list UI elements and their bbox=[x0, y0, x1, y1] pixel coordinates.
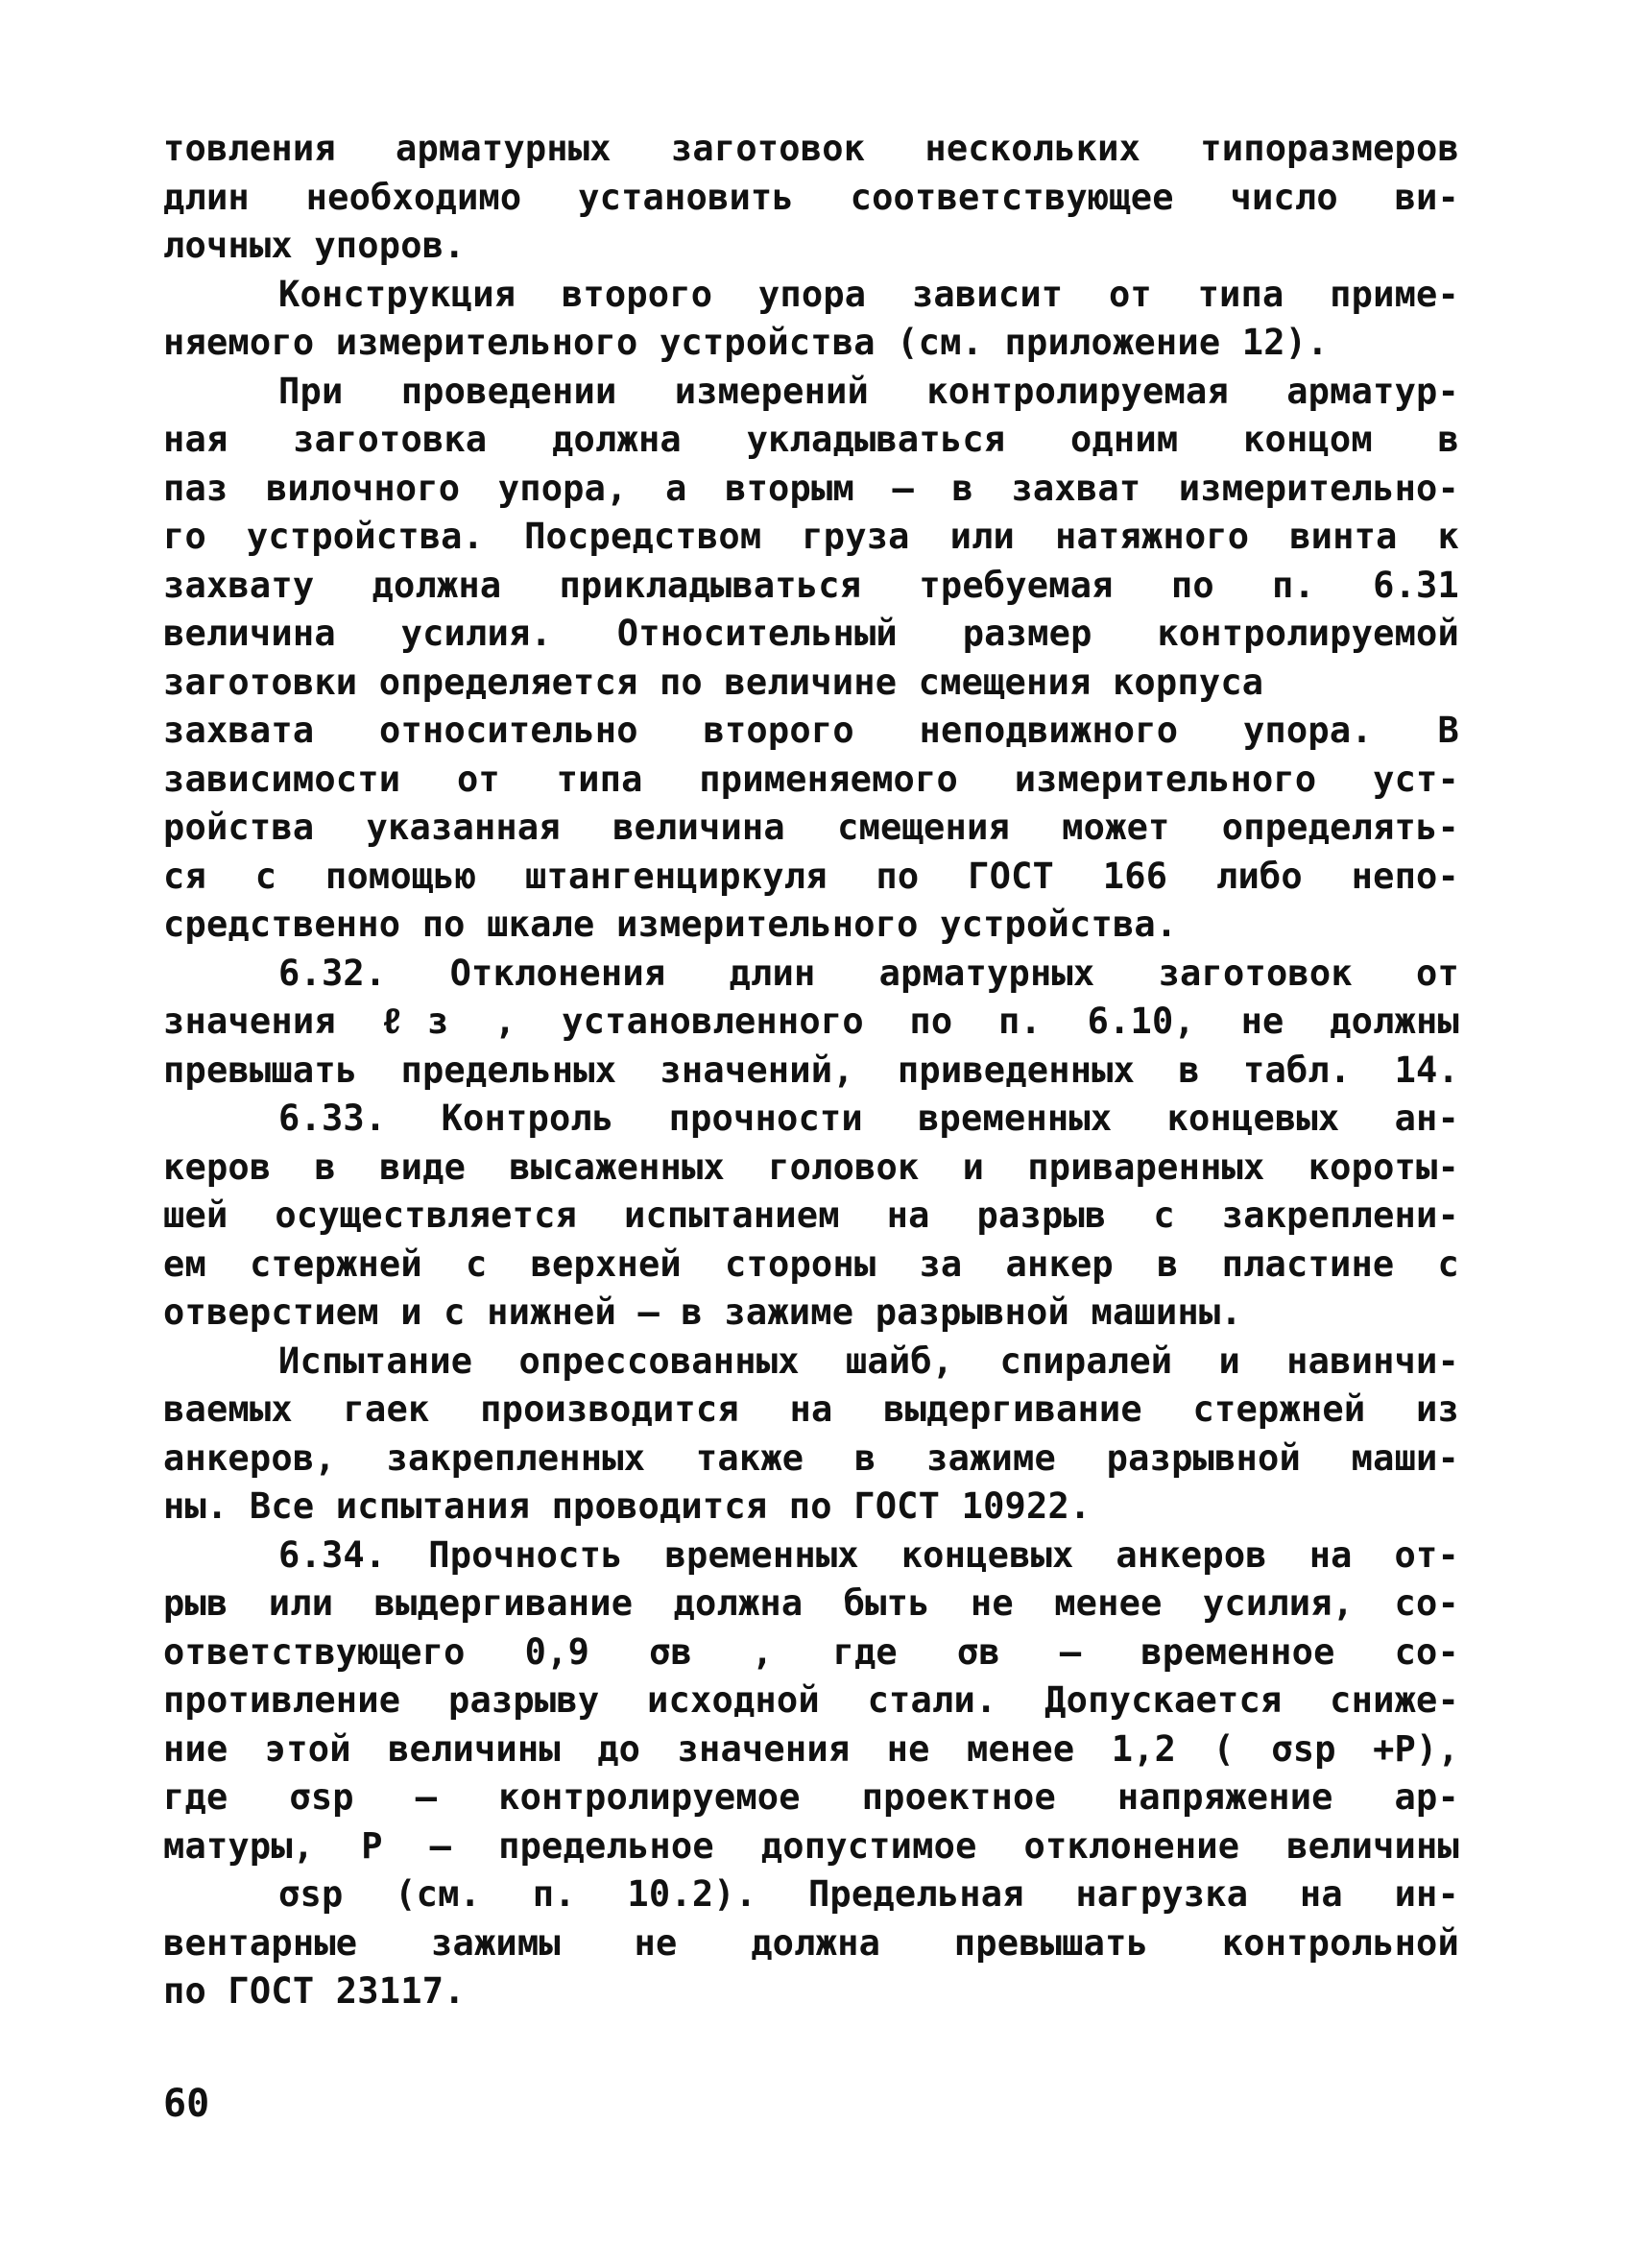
text-line: где σsp – контролируемое проектное напряжение ар- bbox=[163, 1776, 1459, 1818]
paragraph-start-line: 6.34. Прочность временных концевых анкеров на от- bbox=[278, 1533, 1459, 1576]
text-line: превышать предельных значений, приведенных в табл. 14. bbox=[163, 1049, 1459, 1091]
text-line: няемого измерительного устройства (см. приложение 12). bbox=[163, 322, 1329, 363]
paragraph-start-line: Испытание опрессованных шайб, спиралей и навинчи- bbox=[278, 1339, 1459, 1382]
paragraph-start-line: 6.33. Контроль прочности временных концевых ан- bbox=[278, 1098, 1459, 1139]
text-line: лочных упоров. bbox=[163, 225, 466, 266]
text-line: ная заготовка должна укладываться одним концом в bbox=[163, 419, 1459, 460]
text-line: длин необходимо установить соответствующее число ви- bbox=[163, 176, 1459, 218]
page-number: 60 bbox=[163, 2082, 210, 2126]
text-line: зависимости от типа применяемого измерительного уст- bbox=[163, 758, 1459, 800]
paragraph-start-line: 6.32. Отклонения длин арматурных заготовок от bbox=[278, 952, 1459, 994]
text-line: ваемых гаек производится на выдергивание стержней из bbox=[163, 1388, 1459, 1430]
text-line: вентарные зажимы не должна превышать контрольной bbox=[163, 1921, 1459, 1964]
text-line: заготовки определяется по величине смещения корпуса bbox=[163, 661, 1264, 703]
text-line: захвату должна прикладываться требуемая по п. 6.31 bbox=[163, 564, 1459, 606]
text-line: товления арматурных заготовок нескольких типоразмеров bbox=[163, 128, 1459, 169]
document-body bbox=[163, 125, 1459, 2016]
text-line: ройства указанная величина смещения может определять- bbox=[163, 807, 1459, 848]
text-line: ние этой величины до значения не менее 1,2 ( σsp +P), bbox=[163, 1727, 1459, 1770]
text-line: паз вилочного упора, а вторым – в захват измерительно- bbox=[163, 467, 1459, 509]
text-line: го устройства. Посредством груза или натяжного винта к bbox=[163, 516, 1459, 557]
text-line: величина усилия. Относительный размер контролируемой bbox=[163, 613, 1459, 654]
paragraph-start-line: Конструкция второго упора зависит от типа приме- bbox=[278, 273, 1459, 315]
text-line: по ГОСТ 23117. bbox=[163, 1970, 466, 2012]
text-line: матуры, P – предельное допустимое отклонение величины bbox=[163, 1824, 1459, 1867]
text-line: σsp (см. п. 10.2). Предельная нагрузка на ин- bbox=[278, 1873, 1459, 1915]
text-line: противление разрыву исходной стали. Допускается сниже- bbox=[163, 1679, 1459, 1721]
text-line: отверстием и с нижней – в зажиме разрывной машины. bbox=[163, 1291, 1242, 1333]
text-line: анкеров, закрепленных также в зажиме разрывной маши- bbox=[163, 1436, 1459, 1479]
text-line: шей осуществляется испытанием на разрыв с закреплени- bbox=[163, 1194, 1459, 1236]
text-line: ны. Все испытания проводится по ГОСТ 10922. bbox=[163, 1485, 1092, 1527]
text-line: ся с помощью штангенциркуля по ГОСТ 166 либо непо- bbox=[163, 855, 1459, 897]
text-line: ем стержней с верхней стороны за анкер в пластине с bbox=[163, 1243, 1459, 1285]
text-line: средственно по шкале измерительного устройства. bbox=[163, 904, 1178, 945]
text-line: рыв или выдергивание должна быть не менее усилия, со- bbox=[163, 1582, 1459, 1624]
text-line: керов в виде высаженных головок и приваренных короты- bbox=[163, 1146, 1459, 1188]
paragraph-start-line: При проведении измерений контролируемая арматур- bbox=[278, 370, 1459, 412]
text-line: захвата относительно второго неподвижного упора. В bbox=[163, 710, 1459, 751]
text-line: ответствующего 0,9 σв , где σв – временное со- bbox=[163, 1630, 1459, 1673]
text-line: значения ℓз , установленного по п. 6.10, не должны bbox=[163, 1001, 1459, 1042]
